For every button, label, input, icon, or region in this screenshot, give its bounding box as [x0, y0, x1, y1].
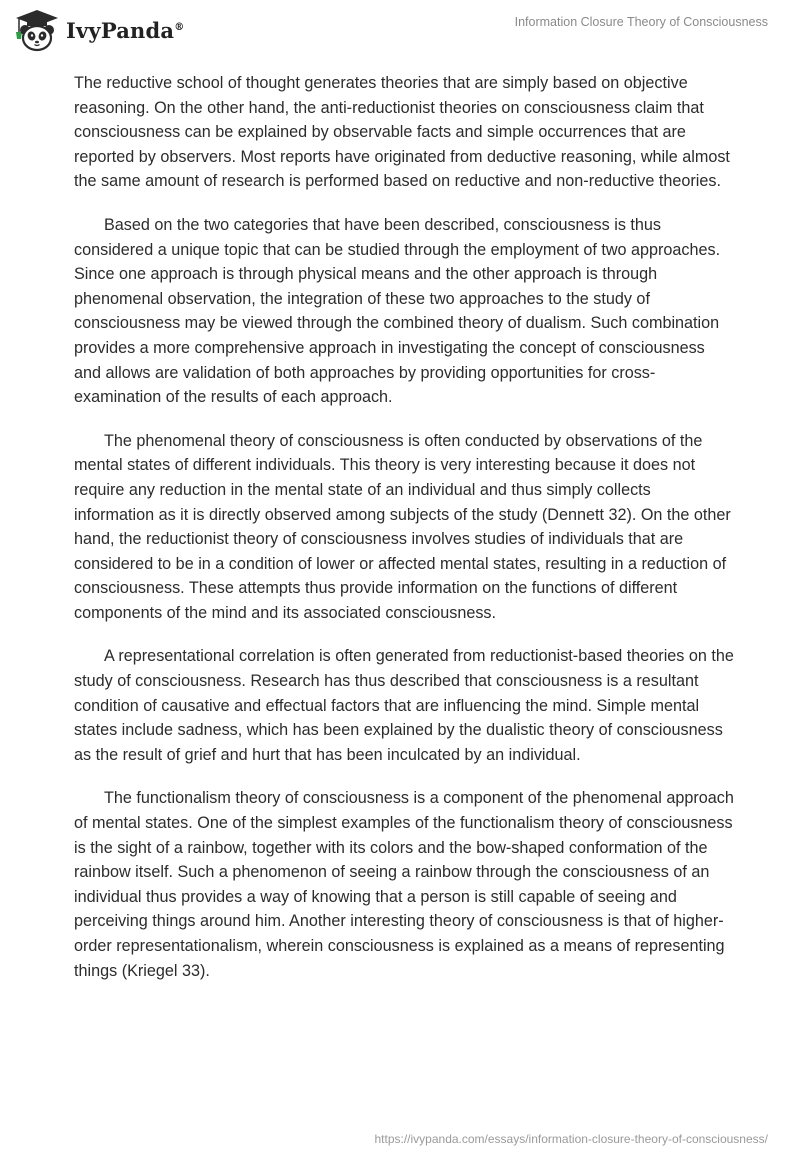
source-url-link[interactable]: https://ivypanda.com/essays/information-closure-theory-of-consciousness/ [374, 1132, 768, 1146]
paragraph-4: A representational correlation is often generated from reductionist-based theories on the study of consciousness. Research has thus described that consciousness is a resultant condition of causative and effectual factors that are influencing the mind. Simple mental states include sadness, which has been explained by the dualistic theory of consciousness as the result of grief and hurt that has been inculcated by an individual. [74, 647, 734, 764]
paragraph-1: The reductive school of thought generates theories that are simply based on objective reasoning. On the other hand, the anti-reductionist theories on consciousness claim that consciousness can be explained by observable facts and simple occurrences that are reported by observers. Most reports have originated from deductive reasoning, while almost the same amount of research is performed based on reductive and non-reductive theories. [74, 74, 730, 191]
paragraph-3: The phenomenal theory of consciousness is often conducted by observations of the mental states of different individuals. This theory is very interesting because it does not require any reduction in the mental state of an individual and thus simply collects information as it is directly observed among subjects of the study (Dennett 32). On the other hand, the reductionist theory of consciousness involves studies of individuals that are considered to be in a condition of lower or affected mental states, resulting in a reduction of consciousness. These attempts thus provide information on the functions of different components of the mind and its associated consciousness. [74, 431, 731, 622]
paragraph-5: The functionalism theory of consciousness is a component of the phenomenal approach of mental states. One of the simplest examples of the functionalism theory of consciousness is the sight of a rainbow, together with its colors and the bow-shaped conformation of the rainbow itself. Such a phenomenon of seeing a rainbow through the consciousness of an individual thus provides a way of knowing that a person is still capable of seeing and perceiving things around him. Another interesting theory of consciousness is that of higher-order representationalism, wherein consciousness is explained as a means of representing things (Kriegel 33). [74, 789, 734, 980]
panda-logo-icon [14, 8, 60, 52]
registered-mark: ® [174, 21, 185, 33]
paragraph-2: Based on the two categories that have been described, consciousness is thus considered a unique topic that can be studied through the employment of two approaches. Since one approach is through physical means and the other approach is through phenomenal observation, the integration of these two approaches to the study of consciousness may be viewed through the combined theory of dualism. Such combination provides a more comprehensive approach in investigating the concept of consciousness and allows are validation of both approaches by providing opportunities for cross-examination of the results of each approach. [74, 215, 721, 407]
document-title: Information Closure Theory of Consciousness [514, 15, 768, 29]
page-header [0, 0, 800, 60]
brand-logo[interactable] [14, 8, 184, 52]
essay-body [74, 71, 734, 1002]
brand-name: IvyPanda® [66, 17, 185, 43]
